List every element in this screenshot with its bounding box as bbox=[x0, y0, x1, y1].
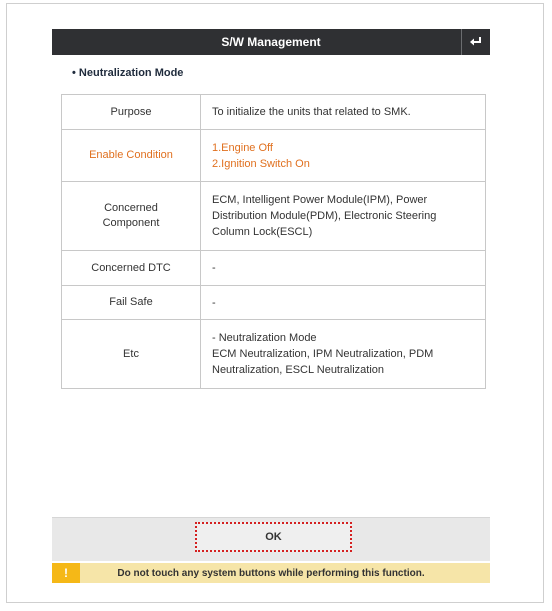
table-row-fail-safe bbox=[62, 286, 486, 320]
table-row-purpose bbox=[62, 95, 486, 130]
back-button[interactable] bbox=[461, 29, 490, 55]
table-row-concerned-component bbox=[62, 182, 486, 251]
concerned-component-label: Concerned Component bbox=[62, 182, 201, 251]
table-row-enable-condition bbox=[62, 130, 486, 182]
ok-button[interactable]: OK bbox=[195, 522, 352, 552]
exclamation-warning-icon: ! bbox=[52, 563, 80, 583]
purpose-label: Purpose bbox=[62, 95, 201, 130]
section-title: • Neutralization Mode bbox=[72, 67, 184, 79]
purpose-value: To initialize the units that related to SMK. bbox=[201, 95, 486, 130]
etc-label: Etc bbox=[62, 320, 201, 389]
enable-condition-value: 1.Engine Off 2.Ignition Switch On bbox=[201, 130, 486, 182]
table-row-etc bbox=[62, 320, 486, 389]
etc-value: - Neutralization Mode ECM Neutralization, IPM Neutralization, PDM Neutralization, ESCL Neutralization bbox=[201, 320, 486, 389]
info-table bbox=[61, 94, 486, 389]
concerned-dtc-value: - bbox=[201, 251, 486, 286]
fail-safe-value: - bbox=[201, 286, 486, 320]
return-arrow-icon bbox=[469, 36, 483, 48]
concerned-component-value: ECM, Intelligent Power Module(IPM), Power Distribution Module(PDM), Electronic Steering Column Lock(ESCL) bbox=[201, 182, 486, 251]
warning-bar bbox=[52, 563, 490, 583]
title-bar bbox=[52, 29, 490, 55]
table-row-concerned-dtc bbox=[62, 251, 486, 286]
concerned-dtc-label: Concerned DTC bbox=[62, 251, 201, 286]
window-title: S/W Management bbox=[221, 35, 321, 49]
fail-safe-label: Fail Safe bbox=[62, 286, 201, 320]
enable-condition-label: Enable Condition bbox=[62, 130, 201, 182]
warning-text: Do not touch any system buttons while performing this function. bbox=[117, 567, 425, 579]
